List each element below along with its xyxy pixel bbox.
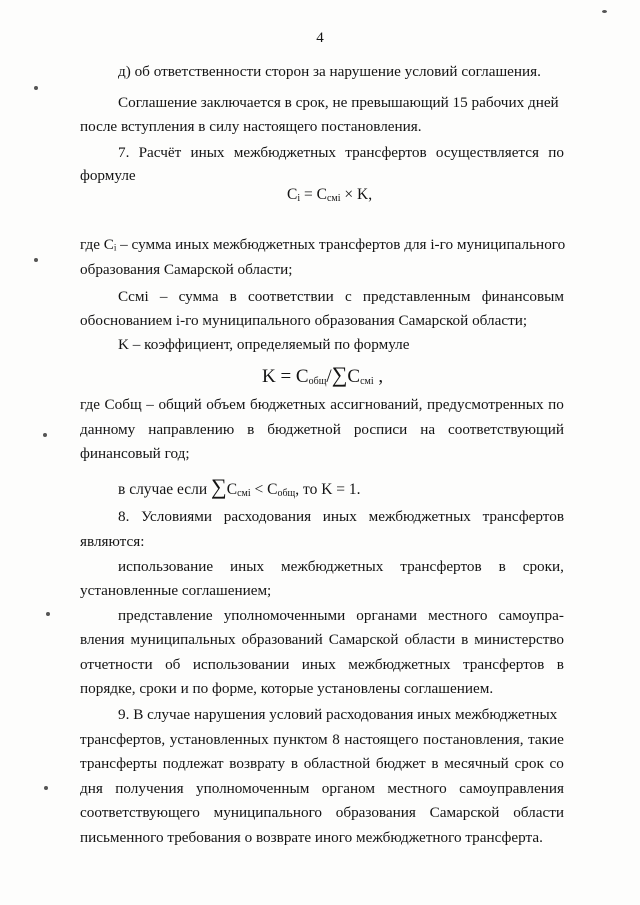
text-line	[80, 754, 564, 774]
formula-ci	[287, 186, 372, 204]
formula-subscript: i	[297, 193, 301, 204]
word: об	[165, 656, 181, 673]
word: общий	[158, 396, 202, 413]
text-line	[118, 606, 564, 626]
word: по	[548, 144, 564, 161]
word: финансовым	[481, 288, 564, 305]
word: трансферты	[80, 755, 158, 772]
word: 7.	[118, 144, 130, 161]
word: в	[461, 631, 469, 648]
text-line: 9. В случае нарушения условий расходования иных межбюджетных	[118, 706, 558, 723]
text-line: установленные соглашением;	[80, 582, 272, 599]
text-line: порядке, сроки и по форме, которые установлены соглашением.	[80, 680, 494, 697]
text-line	[80, 803, 564, 823]
word: представленным	[362, 288, 471, 305]
scan-mark	[44, 786, 48, 790]
word: вления	[80, 631, 125, 648]
text-line: где Cᵢ – сумма иных межбюджетных трансфертов для i-го муниципального	[80, 236, 566, 253]
text-line	[80, 395, 564, 415]
formula-subscript: общ	[308, 376, 327, 387]
word: возврату	[229, 755, 286, 772]
text-line: д) об ответственности сторон за нарушение условий соглашения.	[118, 63, 541, 80]
word: иных	[301, 656, 336, 673]
word: трансфертов	[345, 144, 427, 161]
word: со	[549, 755, 564, 772]
formula-text: × K,	[340, 186, 373, 203]
text-line: Соглашение заключается в срок, не превышающий 15 рабочих дней	[118, 94, 559, 111]
formula-subscript: смi	[360, 376, 374, 387]
word: бюджет	[375, 755, 426, 772]
word: сроки,	[522, 558, 564, 575]
word: области	[513, 804, 564, 821]
word: межбюджетных	[281, 558, 384, 575]
word: пунктом	[273, 731, 328, 748]
formula-text: < C	[250, 481, 278, 498]
word: 8.	[118, 508, 130, 525]
word: иных	[230, 558, 265, 575]
word: предусмотренных	[427, 396, 544, 413]
word: областной	[303, 755, 371, 772]
text-line: K – коэффициент, определяемый по формуле	[118, 336, 410, 353]
sigma-symbol: ∑	[211, 474, 227, 499]
text-line: обоснованием i-го муниципального образования Самарской области;	[80, 312, 528, 329]
word: местного	[387, 780, 447, 797]
word: Расчёт	[138, 144, 182, 161]
formula-condition	[118, 474, 361, 500]
text-line: письменного требования о возврате иного межбюджетного трансферта.	[80, 829, 543, 846]
text-line: финансовый год;	[80, 445, 190, 462]
word: муниципального	[213, 804, 323, 821]
word: межбюджетных	[368, 508, 471, 525]
formula-subscript: смi	[237, 488, 251, 499]
scan-mark	[34, 258, 38, 262]
text-line: являются:	[80, 533, 145, 550]
word: в	[431, 755, 439, 772]
formula-text: C	[347, 366, 361, 387]
formula-text: , то K = 1.	[295, 481, 361, 498]
word: дня	[80, 780, 103, 797]
word: уполномоченным	[195, 780, 310, 797]
word: –	[146, 396, 154, 413]
word: росписи	[353, 421, 408, 438]
text-line	[80, 779, 564, 799]
word: органом	[321, 780, 375, 797]
word: соответствии	[247, 288, 334, 305]
scan-mark	[602, 10, 607, 13]
word: данному	[80, 421, 136, 438]
word: Cобщ	[104, 396, 142, 413]
word: срок	[514, 755, 544, 772]
text-line: формуле	[80, 167, 136, 184]
word: в	[290, 755, 298, 772]
word: –	[159, 288, 168, 305]
text-line	[118, 557, 564, 577]
word: представление	[118, 607, 213, 624]
formula-text: C	[287, 186, 298, 203]
text-line	[118, 287, 564, 307]
word: использовании	[192, 656, 290, 673]
formula-text: в случае если	[118, 481, 212, 498]
word: трансфертов	[482, 508, 564, 525]
word: Самарской	[429, 804, 500, 821]
word: бюджетных	[250, 396, 326, 413]
formula-text: ,	[373, 366, 384, 387]
scan-mark	[46, 612, 50, 616]
word: соответствующего	[80, 804, 200, 821]
word: трансфертов	[400, 558, 482, 575]
word: на	[420, 421, 436, 438]
word: постановления,	[423, 731, 524, 748]
word: Условиями	[141, 508, 212, 525]
word: такие	[528, 731, 564, 748]
formula-text: = C	[300, 186, 327, 203]
word: органами	[356, 607, 418, 624]
word: отчетности	[80, 656, 153, 673]
text-line	[80, 420, 564, 440]
formula-text: C	[226, 481, 238, 498]
word: трансфертов,	[80, 731, 166, 748]
word: межбюджетных	[233, 144, 337, 161]
word: 8	[332, 731, 340, 748]
word: настоящего	[344, 731, 419, 748]
word: образования	[335, 804, 416, 821]
text-line: после вступления в силу настоящего постановления.	[80, 118, 422, 135]
word: объем	[206, 396, 246, 413]
text-line	[80, 655, 564, 675]
sigma-symbol: ∑	[331, 362, 348, 387]
word: сумма	[178, 288, 219, 305]
text-line	[118, 507, 564, 527]
word: Cсмi	[118, 288, 149, 305]
page-number: 4	[316, 30, 324, 46]
formula-subscript: смi	[326, 193, 341, 204]
word: Самарской	[328, 631, 399, 648]
word: получения	[115, 780, 184, 797]
word: иных	[322, 508, 357, 525]
word: соответствующий	[448, 421, 564, 438]
word: самоупра-	[498, 607, 564, 624]
scan-mark	[43, 433, 47, 437]
formula-text: /	[326, 366, 332, 387]
word: с	[344, 288, 352, 305]
word: межбюджетных	[348, 656, 451, 673]
word: уполномоченными	[223, 607, 346, 624]
word: в	[229, 288, 237, 305]
word: по	[548, 396, 564, 413]
formula-subscript: общ	[277, 488, 296, 499]
text-line	[118, 143, 564, 163]
text-line	[80, 630, 564, 650]
word: расходования	[223, 508, 312, 525]
word: где	[80, 396, 100, 413]
word: подлежат	[162, 755, 224, 772]
word: в	[247, 421, 255, 438]
word: месячный	[444, 755, 509, 772]
word: в	[556, 656, 564, 673]
formula-text: K = C	[262, 366, 309, 387]
word: направлению	[148, 421, 235, 438]
word: использование	[118, 558, 214, 575]
word: министерство	[474, 631, 564, 648]
word: в	[498, 558, 506, 575]
word: бюджетной	[267, 421, 341, 438]
word: установленных	[169, 731, 269, 748]
formula-k	[262, 362, 383, 388]
scan-mark	[34, 86, 38, 90]
text-line: образования Самарской области;	[80, 261, 293, 278]
word: образований	[241, 631, 323, 648]
text-line	[80, 730, 564, 750]
word: трансфертов	[462, 656, 545, 673]
word: самоуправления	[459, 780, 564, 797]
word: ассигнований,	[330, 396, 423, 413]
word: муниципальных	[130, 631, 236, 648]
word: области	[404, 631, 456, 648]
word: местного	[428, 607, 488, 624]
word: осуществляется	[435, 144, 539, 161]
word: иных	[190, 144, 225, 161]
